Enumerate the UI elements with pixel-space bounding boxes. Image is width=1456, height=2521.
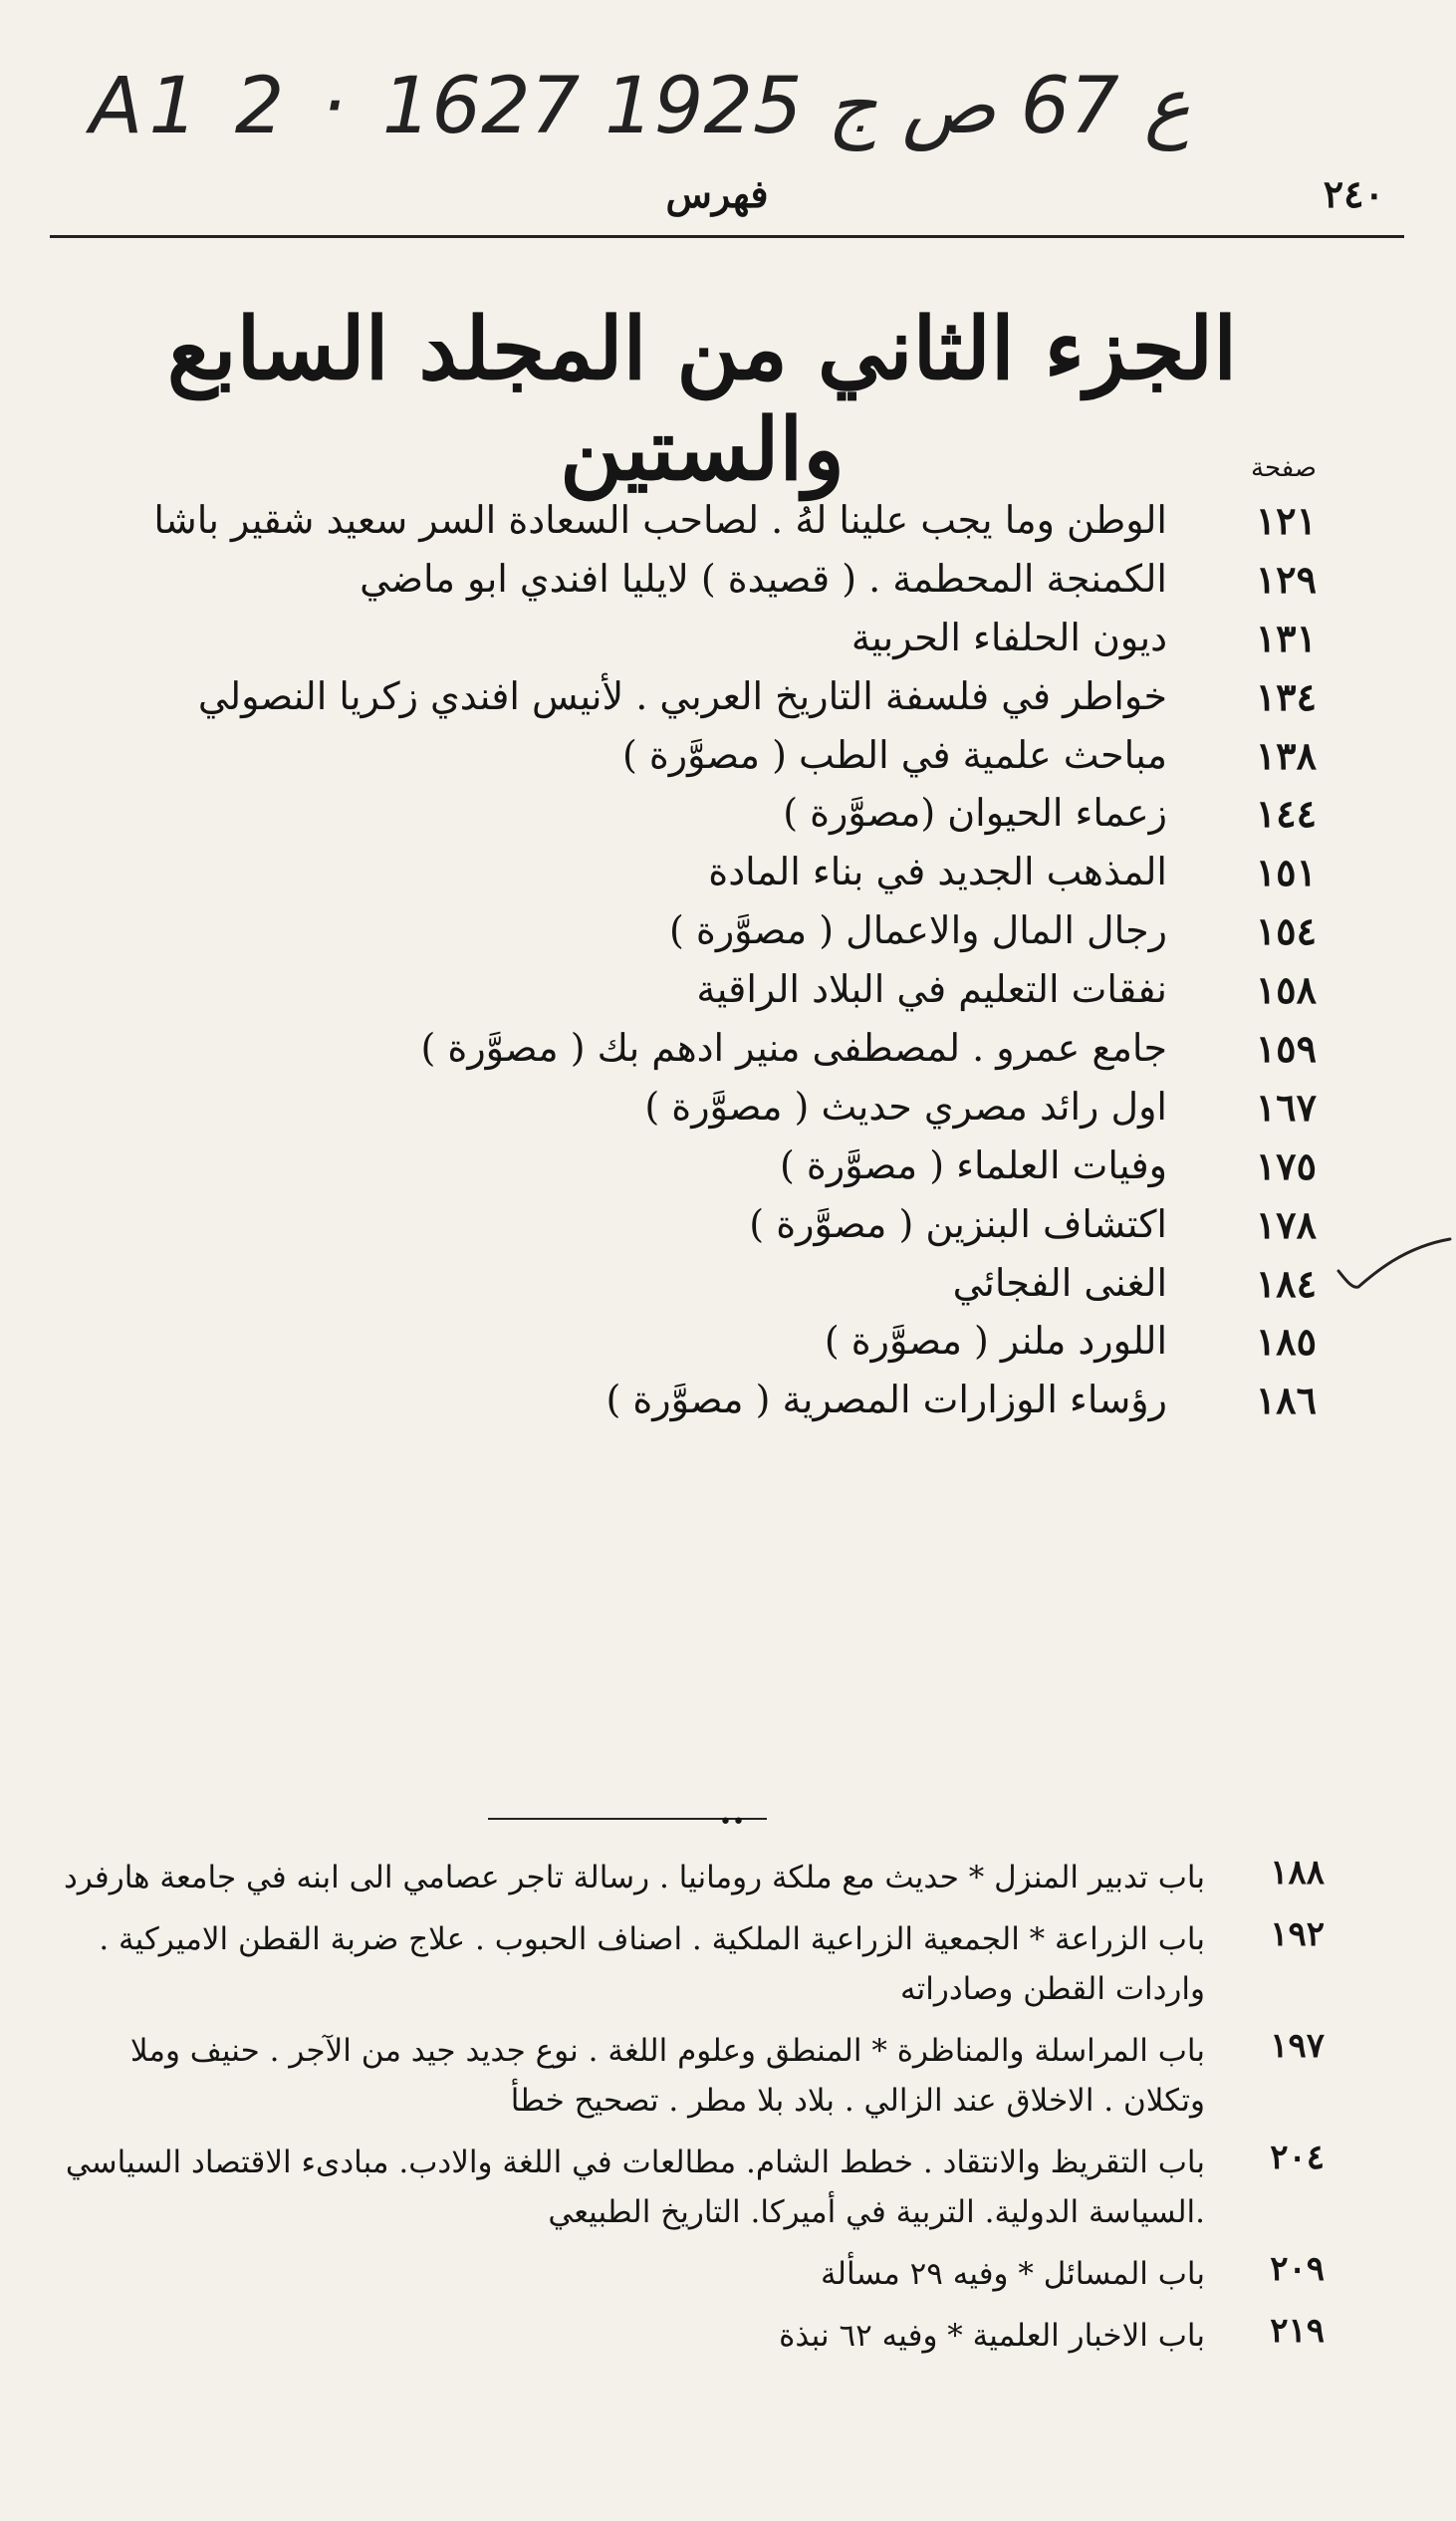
section-title: الجزء الثاني من المجلد السابع والستين	[166, 299, 1238, 500]
page-number: ٢٤٠	[1323, 171, 1384, 216]
entry-page: ١٨٥	[1255, 1319, 1317, 1365]
section-title-text: باب التقريظ والانتقاد . خطط الشام. مطالعات في اللغة والادب. مبادىء الاقتصاد السياسي .السياسة الدولية. التربية في أميركا. التاريخ الطبيعي	[65, 2144, 1205, 2230]
section-page: ١٩٢	[1270, 1914, 1325, 1954]
handwritten-check-icon	[1335, 1233, 1454, 1293]
toc-entry	[121, 616, 1317, 674]
entry-title: اللورد ملنر ( مصوَّرة )	[824, 1319, 1167, 1364]
toc-entry	[121, 967, 1317, 1026]
section-title-text: باب تدبير المنزل * حديث مع ملكة رومانيا . رسالة تاجر عصامي الى ابنه في جامعة هارفرد	[64, 1860, 1205, 1895]
toc-entry	[121, 1319, 1317, 1378]
section-entry	[40, 2311, 1325, 2361]
entry-title: رجال المال والاعمال ( مصوَّرة )	[669, 908, 1167, 953]
section-title-text: باب الزراعة * الجمعية الزراعية الملكية . اصناف الحبوب . علاج ضربة القطن الاميركية . واردات القطن وصادراته	[99, 1921, 1205, 2007]
section-title-text: باب المسائل * وفيه ٢٩ مسألة	[820, 2256, 1205, 2292]
section-page: ١٨٨	[1270, 1853, 1325, 1892]
running-head	[50, 171, 1384, 231]
entry-title: نفقات التعليم في البلاد الراقية	[696, 967, 1167, 1012]
section-entry	[40, 2026, 1325, 2126]
toc-sections-list	[40, 1853, 1325, 2373]
entry-page: ١٢٩	[1255, 556, 1317, 602]
section-entry	[40, 2249, 1325, 2299]
toc-entry	[121, 498, 1317, 557]
section-entry	[40, 1914, 1325, 2014]
entry-page: ١٦٧	[1255, 1084, 1317, 1130]
toc-main-list	[121, 498, 1317, 1436]
toc-entry	[121, 791, 1317, 850]
section-page: ٢١٩	[1270, 2311, 1325, 2351]
entry-title: الغنى الفجائي	[952, 1260, 1167, 1305]
toc-entry	[121, 674, 1317, 733]
handwritten-annotation: A1 2 · ع 67 ص ج 1925 1627	[90, 62, 1191, 151]
toc-entry	[121, 1026, 1317, 1085]
section-page: ٢٠٤	[1270, 2138, 1325, 2177]
entry-title: مباحث علمية في الطب ( مصوَّرة )	[621, 732, 1167, 777]
section-title-text: باب الاخبار العلمية * وفيه ٦٢ نبذة	[779, 2318, 1205, 2354]
entry-title: زعماء الحيوان (مصوَّرة )	[783, 791, 1167, 836]
entry-page: ١٧٨	[1255, 1201, 1317, 1247]
entry-page: ١٣١	[1255, 615, 1317, 660]
section-entry	[40, 2138, 1325, 2237]
section-title-text: باب المراسلة والمناظرة * المنطق وعلوم اللغة . نوع جديد جيد من الآجر . حنيف وملا وتكلان . الاخلاق عند الزالي . بلاد بلا مطر . تصحيح خطأ	[129, 2033, 1205, 2119]
entry-title: الوطن وما يجب علينا لهُ . لصاحب السعادة السر سعيد شقير باشا	[153, 498, 1167, 542]
toc-entry	[121, 1085, 1317, 1143]
entry-page: ١٥٨	[1255, 967, 1317, 1013]
toc-entry	[121, 1261, 1317, 1320]
entry-page: ١٣٤	[1255, 673, 1317, 719]
toc-entry	[121, 733, 1317, 792]
toc-entry	[121, 557, 1317, 616]
entry-page: ١٥٤	[1255, 908, 1317, 954]
section-entry	[40, 1853, 1325, 1902]
entry-page: ١٥٩	[1255, 1026, 1317, 1072]
entry-page: ١٥١	[1255, 850, 1317, 895]
entry-title: المذهب الجديد في بناء المادة	[708, 850, 1167, 894]
entry-page: ١٨٦	[1255, 1378, 1317, 1423]
entry-page: ١٢١	[1255, 498, 1317, 543]
entry-page: ١٤٤	[1255, 791, 1317, 837]
entry-title: جامع عمرو . لمصطفى منير ادهم بك ( مصوَّرة )	[420, 1026, 1167, 1071]
page-column-label: صفحة	[1251, 453, 1317, 483]
toc-entry	[121, 850, 1317, 908]
header-rule	[50, 235, 1404, 238]
header-title: فهرس	[665, 171, 769, 216]
toc-entry	[121, 1378, 1317, 1436]
entry-page: ١٣٨	[1255, 732, 1317, 778]
entry-page: ١٨٤	[1255, 1260, 1317, 1306]
entry-title: ديون الحلفاء الحربية	[850, 615, 1167, 659]
divider-ornament: ••	[719, 1810, 745, 1835]
section-page: ٢٠٩	[1270, 2249, 1325, 2289]
entry-title: اول رائد مصري حديث ( مصوَّرة )	[644, 1084, 1167, 1129]
entry-title: خواطر في فلسفة التاريخ العربي . لأنيس افندي زكريا النصولي	[197, 673, 1167, 718]
toc-entry	[121, 1202, 1317, 1261]
toc-entry	[121, 908, 1317, 967]
toc-entry	[121, 1143, 1317, 1202]
entry-title: الكمنجة المحطمة . ( قصيدة ) لايليا افندي ابو ماضي	[360, 556, 1167, 601]
entry-title: وفيات العلماء ( مصوَّرة )	[780, 1142, 1167, 1187]
section-page: ١٩٧	[1270, 2026, 1325, 2066]
entry-page: ١٧٥	[1255, 1142, 1317, 1188]
entry-title: اكتشاف البنزين ( مصوَّرة )	[749, 1201, 1167, 1246]
entry-title: رؤساء الوزارات المصرية ( مصوَّرة )	[606, 1378, 1167, 1422]
